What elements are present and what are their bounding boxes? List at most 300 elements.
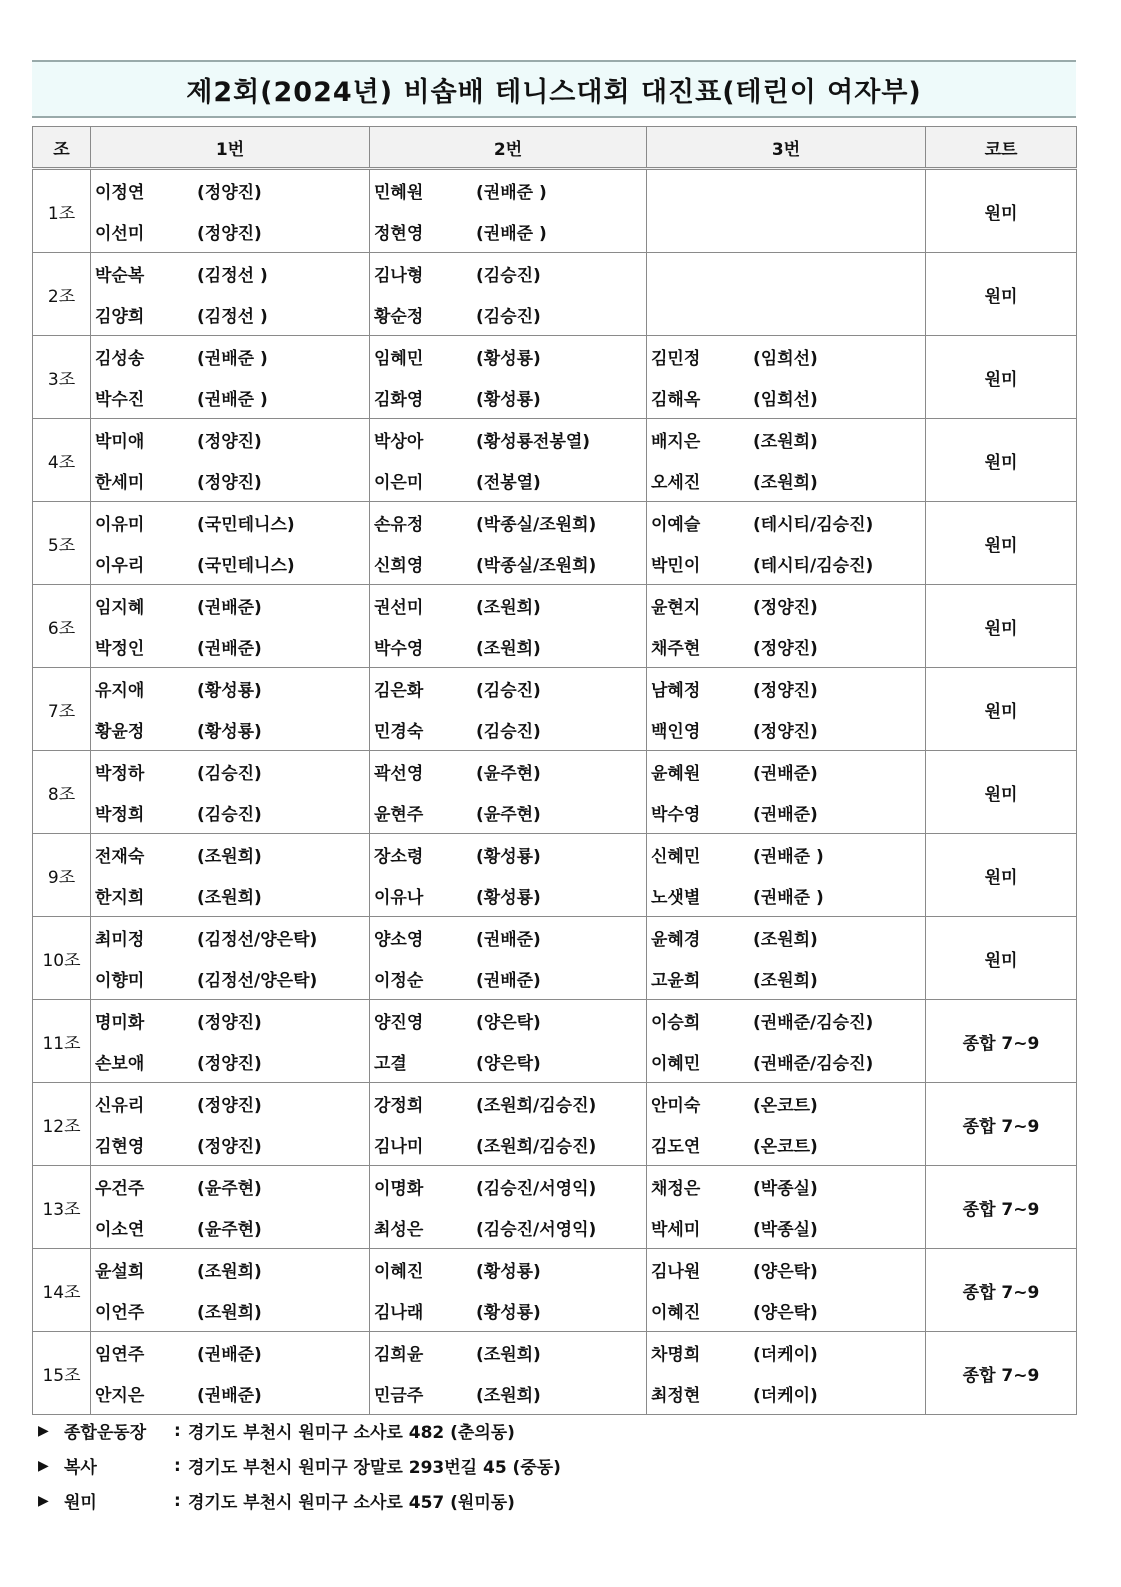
player-entry	[91, 834, 369, 875]
player-entry	[370, 253, 646, 294]
player-name: 이혜진	[651, 1303, 701, 1323]
team-slot-2	[370, 253, 647, 336]
player-entry	[370, 875, 646, 916]
team-slot-1	[91, 169, 370, 253]
court-cell: 원미	[926, 253, 1077, 336]
player-club: (정양진)	[753, 681, 818, 701]
header-slot-3: 3번	[647, 127, 926, 169]
court-cell: 원미	[926, 169, 1077, 253]
player-entry	[91, 875, 369, 916]
group-label: 9조	[33, 834, 91, 917]
player-club: (윤주현)	[197, 1179, 262, 1199]
player-club: (조원희)	[197, 847, 262, 867]
venue-separator: :	[174, 1420, 181, 1441]
player-entry	[647, 1166, 925, 1207]
player-entry	[647, 377, 925, 418]
team-slot-2	[370, 668, 647, 751]
player-name: 이유나	[374, 888, 424, 908]
player-name: 이선미	[95, 224, 145, 244]
player-entry	[647, 751, 925, 792]
player-club: (테시티/김승진)	[753, 556, 874, 576]
team-slot-3	[647, 585, 926, 668]
player-name: 김나형	[374, 266, 424, 286]
draw-body	[33, 169, 1077, 1415]
player-name: 곽선영	[374, 764, 424, 784]
player-club: (국민테니스)	[197, 515, 295, 535]
player-entry	[91, 460, 369, 501]
team-slot-1	[91, 1249, 370, 1332]
player-entry	[370, 1000, 646, 1041]
player-name: 정현영	[374, 224, 424, 244]
player-name: 신희영	[374, 556, 424, 576]
venue-arrow-icon: ▶	[38, 1492, 49, 1509]
group-row	[33, 751, 1077, 834]
team-slot-3	[647, 1166, 926, 1249]
player-entry	[647, 792, 925, 833]
player-entry	[91, 1124, 369, 1165]
player-name: 신혜민	[651, 847, 701, 867]
player-club: (권배준 )	[476, 183, 547, 203]
player-club: (권배준)	[197, 1345, 262, 1365]
player-entry	[647, 1290, 925, 1331]
player-club: (김승진/서영익)	[476, 1220, 597, 1240]
team-slot-2	[370, 336, 647, 419]
player-entry	[370, 668, 646, 709]
player-club: (정양진)	[197, 183, 262, 203]
player-entry	[91, 502, 369, 543]
player-entry	[91, 751, 369, 792]
player-name: 남혜정	[651, 681, 701, 701]
team-slot-3	[647, 169, 926, 253]
player-club: (양은탁)	[476, 1013, 541, 1033]
player-name: 이정연	[95, 183, 145, 203]
player-club: (권배준 )	[197, 349, 268, 369]
court-cell: 종합 7~9	[926, 1249, 1077, 1332]
court-cell: 원미	[926, 751, 1077, 834]
team-slot-3	[647, 253, 926, 336]
player-club: (김승진)	[197, 805, 262, 825]
group-label: 3조	[33, 336, 91, 419]
court-cell: 원미	[926, 917, 1077, 1000]
player-name: 전재숙	[95, 847, 145, 867]
player-club: (권배준)	[197, 598, 262, 618]
group-label: 8조	[33, 751, 91, 834]
team-slot-2	[370, 1249, 647, 1332]
player-entry	[91, 668, 369, 709]
player-entry	[647, 585, 925, 626]
player-entry	[647, 294, 925, 335]
player-name: 윤혜원	[651, 764, 701, 784]
player-club: (권배준)	[476, 971, 541, 991]
team-slot-1	[91, 1332, 370, 1415]
player-club: (더케이)	[753, 1345, 818, 1365]
group-label: 15조	[33, 1332, 91, 1415]
player-name: 고윤희	[651, 971, 701, 991]
group-label: 7조	[33, 668, 91, 751]
player-entry	[647, 336, 925, 377]
team-slot-1	[91, 585, 370, 668]
player-entry	[647, 626, 925, 667]
player-name: 이은미	[374, 473, 424, 493]
player-name: 채정은	[651, 1179, 701, 1199]
venue-address: 경기도 부천시 원미구 소사로 457 (원미동)	[188, 1493, 515, 1513]
team-slot-2	[370, 1000, 647, 1083]
player-club: (김정선/양은탁)	[197, 930, 318, 950]
team-slot-3	[647, 1000, 926, 1083]
team-slot-3	[647, 668, 926, 751]
player-entry	[91, 1041, 369, 1082]
team-slot-1	[91, 502, 370, 585]
player-club: (조원희)	[476, 1386, 541, 1406]
player-club: (임희선)	[753, 349, 818, 369]
player-entry	[370, 1249, 646, 1290]
player-entry	[370, 294, 646, 335]
player-entry	[91, 336, 369, 377]
player-club: (조원희)	[753, 930, 818, 950]
team-slot-1	[91, 1083, 370, 1166]
player-name: 박정희	[95, 805, 145, 825]
header-row	[33, 127, 1077, 169]
player-club: (김정선 )	[197, 266, 268, 286]
player-name: 박수진	[95, 390, 145, 410]
court-cell: 종합 7~9	[926, 1166, 1077, 1249]
player-name: 배지은	[651, 432, 701, 452]
header-slot-2: 2번	[370, 127, 647, 169]
player-name: 이우리	[95, 556, 145, 576]
player-name: 김성송	[95, 349, 145, 369]
player-club: (정양진)	[197, 1013, 262, 1033]
player-club: (정양진)	[197, 1054, 262, 1074]
venue-line	[38, 1413, 561, 1448]
player-entry	[647, 460, 925, 501]
team-slot-3	[647, 751, 926, 834]
player-entry	[647, 917, 925, 958]
player-name: 민경숙	[374, 722, 424, 742]
player-entry	[647, 1083, 925, 1124]
player-name: 윤혜경	[651, 930, 701, 950]
player-entry	[647, 709, 925, 750]
player-entry	[370, 834, 646, 875]
player-entry	[91, 419, 369, 460]
team-slot-1	[91, 1000, 370, 1083]
venue-label: 복사	[64, 1458, 97, 1478]
player-club: (조원희)	[197, 1262, 262, 1282]
team-slot-1	[91, 751, 370, 834]
player-entry	[647, 170, 925, 211]
player-club: (윤주현)	[476, 764, 541, 784]
team-slot-2	[370, 834, 647, 917]
player-name: 오세진	[651, 473, 701, 493]
player-club: (권배준)	[753, 764, 818, 784]
player-entry	[91, 792, 369, 833]
team-slot-2	[370, 751, 647, 834]
player-club: (정양진)	[753, 598, 818, 618]
venue-separator: :	[174, 1455, 181, 1476]
player-entry	[370, 543, 646, 584]
court-cell: 종합 7~9	[926, 1332, 1077, 1415]
player-name: 김은화	[374, 681, 424, 701]
player-club: (온코트)	[753, 1096, 818, 1116]
player-name: 김나원	[651, 1262, 701, 1282]
player-name: 백인영	[651, 722, 701, 742]
player-club: (황성룡)	[476, 847, 541, 867]
player-club: (조원희)	[476, 639, 541, 659]
player-entry	[91, 1083, 369, 1124]
player-name: 이예슬	[651, 515, 701, 535]
player-entry	[647, 419, 925, 460]
player-entry	[370, 1083, 646, 1124]
player-entry	[647, 834, 925, 875]
court-cell: 종합 7~9	[926, 1083, 1077, 1166]
player-name: 황순정	[374, 307, 424, 327]
player-club: (정양진)	[197, 1096, 262, 1116]
group-label: 1조	[33, 169, 91, 253]
group-row	[33, 917, 1077, 1000]
team-slot-1	[91, 834, 370, 917]
group-row	[33, 336, 1077, 419]
player-name: 박민이	[651, 556, 701, 576]
team-slot-2	[370, 917, 647, 1000]
player-club: (권배준)	[197, 1386, 262, 1406]
venue-label: 원미	[64, 1493, 97, 1513]
player-entry	[91, 626, 369, 667]
team-slot-2	[370, 169, 647, 253]
page-title: 제2회(2024년) 비솝배 테니스대회 대진표(테린이 여자부)	[186, 76, 922, 108]
player-club: (권배준/김승진)	[753, 1054, 874, 1074]
player-club: (국민테니스)	[197, 556, 295, 576]
team-slot-3	[647, 1083, 926, 1166]
group-row	[33, 419, 1077, 502]
player-club: (온코트)	[753, 1137, 818, 1157]
player-club: (윤주현)	[197, 1220, 262, 1240]
team-slot-2	[370, 1332, 647, 1415]
player-club: (박종실)	[753, 1179, 818, 1199]
player-club: (조원희)	[476, 1345, 541, 1365]
group-label: 12조	[33, 1083, 91, 1166]
player-club: (전봉열)	[476, 473, 541, 493]
court-cell: 원미	[926, 668, 1077, 751]
player-entry	[91, 543, 369, 584]
player-club: (조원희)	[197, 888, 262, 908]
team-slot-2	[370, 585, 647, 668]
player-club: (조원희)	[753, 432, 818, 452]
venue-address: 경기도 부천시 원미구 장말로 293번길 45 (중동)	[188, 1458, 561, 1478]
player-name: 유지애	[95, 681, 145, 701]
player-name: 이정순	[374, 971, 424, 991]
player-entry	[370, 377, 646, 418]
header-group: 조	[33, 127, 91, 169]
team-slot-2	[370, 502, 647, 585]
player-club: (조원희)	[476, 598, 541, 618]
title-bar	[32, 60, 1076, 118]
player-name: 임혜민	[374, 349, 424, 369]
court-cell: 원미	[926, 834, 1077, 917]
group-row	[33, 253, 1077, 336]
player-club: (권배준 )	[753, 888, 824, 908]
player-name: 김현영	[95, 1137, 145, 1157]
player-name: 최미정	[95, 930, 145, 950]
header-court: 코트	[926, 127, 1077, 169]
player-entry	[91, 1249, 369, 1290]
player-club: (김승진)	[476, 681, 541, 701]
player-entry	[647, 1041, 925, 1082]
player-name: 한지희	[95, 888, 145, 908]
court-cell: 원미	[926, 419, 1077, 502]
player-club: (권배준 )	[476, 224, 547, 244]
player-name: 이혜진	[374, 1262, 424, 1282]
player-entry	[647, 668, 925, 709]
player-name: 이소연	[95, 1220, 145, 1240]
player-entry	[370, 1207, 646, 1248]
player-club: (정양진)	[197, 432, 262, 452]
player-club: (김승진)	[476, 307, 541, 327]
player-entry	[370, 502, 646, 543]
player-entry	[647, 875, 925, 916]
player-club: (권배준/김승진)	[753, 1013, 874, 1033]
player-club: (권배준)	[197, 639, 262, 659]
player-entry	[370, 958, 646, 999]
player-club: (정양진)	[753, 639, 818, 659]
group-row	[33, 169, 1077, 253]
player-club: (테시티/김승진)	[753, 515, 874, 535]
player-name: 한세미	[95, 473, 145, 493]
player-entry	[91, 1207, 369, 1248]
player-club: (권배준)	[476, 930, 541, 950]
team-slot-2	[370, 1166, 647, 1249]
player-club: (김정선 )	[197, 307, 268, 327]
player-entry	[370, 460, 646, 501]
venue-address: 경기도 부천시 원미구 소사로 482 (춘의동)	[188, 1423, 515, 1443]
venue-arrow-icon: ▶	[38, 1457, 49, 1474]
player-club: (조원희)	[753, 473, 818, 493]
player-name: 이언주	[95, 1303, 145, 1323]
player-entry	[91, 1166, 369, 1207]
court-cell: 원미	[926, 585, 1077, 668]
player-name: 김나래	[374, 1303, 424, 1323]
player-name: 안미숙	[651, 1096, 701, 1116]
player-club: (권배준 )	[197, 390, 268, 410]
player-entry	[370, 419, 646, 460]
player-club: (박종실)	[753, 1220, 818, 1240]
player-club: (정양진)	[197, 224, 262, 244]
player-name: 윤현지	[651, 598, 701, 618]
player-name: 채주현	[651, 639, 701, 659]
player-entry	[647, 1332, 925, 1373]
player-entry	[647, 1124, 925, 1165]
player-club: (양은탁)	[753, 1262, 818, 1282]
player-entry	[370, 170, 646, 211]
player-club: (양은탁)	[476, 1054, 541, 1074]
venue-separator: :	[174, 1490, 181, 1511]
player-name: 이승희	[651, 1013, 701, 1033]
player-club: (김승진)	[476, 266, 541, 286]
player-name: 신유리	[95, 1096, 145, 1116]
player-entry	[647, 253, 925, 294]
player-club: (조원희/김승진)	[476, 1096, 597, 1116]
draw-table	[32, 126, 1077, 1415]
player-entry	[370, 211, 646, 252]
player-entry	[647, 1000, 925, 1041]
player-entry	[91, 1000, 369, 1041]
player-name: 윤설희	[95, 1262, 145, 1282]
player-name: 임지혜	[95, 598, 145, 618]
team-slot-1	[91, 336, 370, 419]
player-name: 황윤정	[95, 722, 145, 742]
player-club: (조원희/김승진)	[476, 1137, 597, 1157]
player-entry	[91, 294, 369, 335]
player-name: 이향미	[95, 971, 145, 991]
player-club: (박종실/조원희)	[476, 556, 597, 576]
player-name: 이혜민	[651, 1054, 701, 1074]
player-name: 강정희	[374, 1096, 424, 1116]
team-slot-2	[370, 419, 647, 502]
player-name: 양진영	[374, 1013, 424, 1033]
group-label: 13조	[33, 1166, 91, 1249]
group-row	[33, 668, 1077, 751]
court-cell: 종합 7~9	[926, 1000, 1077, 1083]
group-label: 2조	[33, 253, 91, 336]
player-entry	[647, 1373, 925, 1414]
team-slot-1	[91, 253, 370, 336]
player-name: 박상아	[374, 432, 424, 452]
player-name: 권선미	[374, 598, 424, 618]
player-club: (조원희)	[197, 1303, 262, 1323]
player-entry	[91, 585, 369, 626]
group-row	[33, 1332, 1077, 1415]
player-name: 민금주	[374, 1386, 424, 1406]
player-entry	[370, 336, 646, 377]
player-name: 민혜원	[374, 183, 424, 203]
group-row	[33, 1083, 1077, 1166]
player-name: 손유정	[374, 515, 424, 535]
player-entry	[91, 170, 369, 211]
player-club: (황성룡)	[476, 349, 541, 369]
player-entry	[370, 751, 646, 792]
team-slot-1	[91, 419, 370, 502]
player-club: (더케이)	[753, 1386, 818, 1406]
player-name: 김민정	[651, 349, 701, 369]
player-name: 명미화	[95, 1013, 145, 1033]
player-entry	[91, 211, 369, 252]
player-name: 노샛별	[651, 888, 701, 908]
player-entry	[370, 709, 646, 750]
team-slot-2	[370, 1083, 647, 1166]
player-club: (김정선/양은탁)	[197, 971, 318, 991]
player-club: (정양진)	[197, 1137, 262, 1157]
group-row	[33, 1249, 1077, 1332]
team-slot-3	[647, 1249, 926, 1332]
player-name: 박수영	[651, 805, 701, 825]
player-name: 박미애	[95, 432, 145, 452]
player-club: (황성룡)	[476, 390, 541, 410]
player-club: (김승진)	[476, 722, 541, 742]
player-entry	[91, 253, 369, 294]
player-entry	[370, 585, 646, 626]
team-slot-1	[91, 917, 370, 1000]
player-name: 우건주	[95, 1179, 145, 1199]
venue-line	[38, 1448, 561, 1483]
team-slot-1	[91, 668, 370, 751]
player-club: (황성룡)	[476, 1303, 541, 1323]
group-label: 11조	[33, 1000, 91, 1083]
player-name: 박정하	[95, 764, 145, 784]
player-name: 박수영	[374, 639, 424, 659]
player-name: 박세미	[651, 1220, 701, 1240]
player-entry	[647, 211, 925, 252]
group-row	[33, 834, 1077, 917]
team-slot-3	[647, 1332, 926, 1415]
player-name: 고결	[374, 1054, 407, 1074]
